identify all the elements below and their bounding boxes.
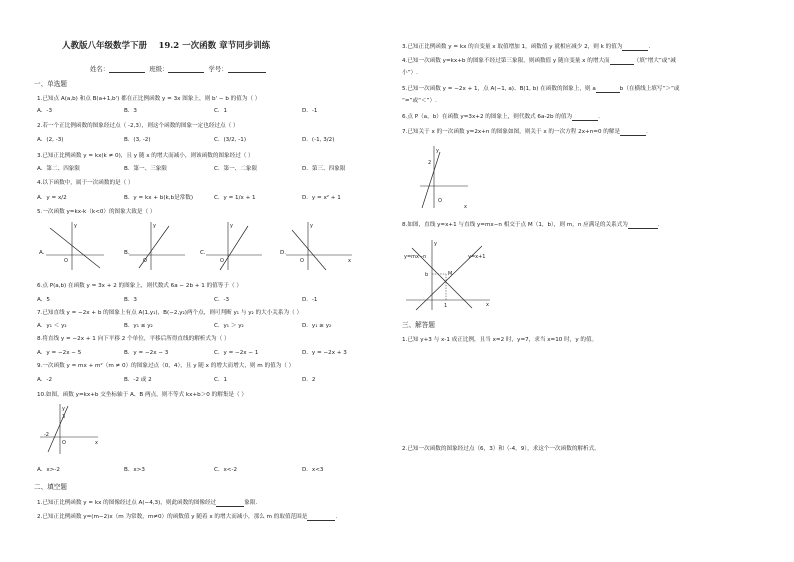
- number-blank[interactable]: [228, 67, 266, 73]
- question-5: 5.一次函数 y=kx-k（k<0）的图象大致是（ ）: [37, 209, 156, 215]
- fill-1-suffix: 象限.: [244, 500, 258, 506]
- fill-question-4-cont: 小”）.: [402, 70, 418, 76]
- class-label: 班级：: [149, 65, 169, 73]
- intercept-a-label: 3: [62, 414, 66, 420]
- q5-option-d[interactable]: D.: [280, 250, 287, 256]
- fill-6-blank[interactable]: [572, 115, 598, 121]
- fill-1-text: 1.已知正比例函数 y = kx 的图像经过点 A(−4,3)，则此函数的图像经过: [37, 500, 217, 506]
- q9-option-b[interactable]: B．-2 或 2: [124, 377, 152, 383]
- question-9: 9.一次函数 y = mx + m²（m ≠ 0）的图象过点（0，4），且 y 随 x 的增大而增大，则 m 的值为（ ）: [37, 363, 295, 369]
- q5-graph-a: [44, 222, 104, 272]
- q9-option-d[interactable]: D．2: [302, 377, 316, 383]
- fill-4-hint: （填“增大”或“减: [633, 58, 676, 64]
- fill-6-text: 6.点 P（a，b）在函数 y=3x+2 的图象上，则代数式 6a-2b 的值为: [402, 114, 573, 120]
- q5-option-c[interactable]: C.: [200, 250, 206, 256]
- axis-y-label: y: [230, 223, 233, 229]
- q4-option-d[interactable]: D．y = x² + 1: [302, 195, 341, 201]
- q6-option-b[interactable]: B．3: [124, 297, 137, 303]
- q8-option-a[interactable]: A．y = −2x − 5: [37, 350, 82, 356]
- axis-x-label: x: [464, 204, 467, 210]
- q9-option-a[interactable]: A．-2: [37, 377, 52, 383]
- origin-label: O: [143, 258, 147, 264]
- q7-option-a[interactable]: A．y₁ ＜ y₂: [37, 323, 67, 329]
- origin-label: O: [438, 198, 442, 204]
- question-7: 7.已知直线 y = −2x + b 的图象上有点 A(1,y₁)，B(−2,y₂)两个点，则可判断 y₁ 与 y₂ 的大小关系为（ ）: [37, 310, 303, 316]
- q10-option-b[interactable]: B．x>3: [124, 467, 145, 473]
- name-blank[interactable]: [109, 67, 145, 73]
- q7-option-d[interactable]: D．y₁ ≥ y₂: [302, 323, 332, 329]
- q8-option-b[interactable]: B．y = −2x − 3: [124, 350, 169, 356]
- q5-graph-c: [206, 222, 266, 272]
- q7-option-b[interactable]: B．y₁ ≤ y₂: [124, 323, 153, 329]
- fill-5-hint: b（在横线上填写“＞”或: [619, 86, 680, 92]
- q1-option-c[interactable]: C．1: [214, 108, 228, 114]
- fill-8-text: 8.如图，直线 y=x+1 与直线 y=mx−n 相交于点 M（1，b），则 m，n 应满足的关系式为: [402, 222, 628, 228]
- q10-option-d[interactable]: D．x<3: [302, 467, 324, 473]
- section-fill-in: 二、填空题: [34, 483, 67, 491]
- q3-option-b[interactable]: B．第一、三象限: [124, 166, 167, 172]
- question-3: 3.已知正比例函数 y = kx(k ≠ 0)，且 y 随 x 的增大而减小，则该函数的图象经过（ ）: [37, 153, 254, 159]
- q2-option-a[interactable]: A．(2, -3): [37, 137, 64, 143]
- fill-question-5-cont: “=”或“＜”）.: [402, 98, 437, 104]
- fill-7-graph: [420, 146, 470, 210]
- solve-question-1: 1.已知 y+3 与 x-1 成正比例，且当 x=2 时，y=7，求当 x=10 时，y 的值。: [402, 337, 598, 343]
- q4-option-c[interactable]: C．y = 1/x + 1: [214, 195, 256, 201]
- axis-x-label: x: [348, 258, 351, 264]
- q8-option-d[interactable]: D．y = −2x + 3: [302, 350, 347, 356]
- axis-y-label: y: [153, 223, 156, 229]
- fill-4-blank[interactable]: [610, 59, 634, 65]
- section-answer: 三、解答题: [402, 321, 435, 329]
- name-label: 姓名：: [90, 65, 110, 73]
- q3-option-a[interactable]: A．第二、四象限: [37, 166, 80, 172]
- q5-option-b[interactable]: B.: [124, 250, 130, 256]
- axis-y-label: y: [74, 223, 77, 229]
- q2-option-c[interactable]: C．(3/2, -1): [214, 137, 247, 143]
- q10-option-c[interactable]: C．x<-2: [214, 467, 238, 473]
- axis-y-label: y: [436, 148, 439, 154]
- section-single-choice: 一、单选题: [34, 80, 67, 88]
- axis-y-label: y: [434, 241, 437, 247]
- q2-option-d[interactable]: D．(-1, 3/2): [302, 137, 335, 143]
- axis-y-label: y: [310, 223, 313, 229]
- q5-graph-d: [286, 222, 356, 272]
- fill-8-graph: [402, 240, 492, 310]
- q6-option-a[interactable]: A．5: [37, 297, 50, 303]
- q1-option-b[interactable]: B．3: [124, 108, 137, 114]
- origin-label: O: [62, 440, 66, 446]
- q1-option-d[interactable]: D．-1: [302, 108, 318, 114]
- axis-x-label: x: [95, 440, 98, 446]
- question-2: 2.若一个正比例函数的图象经过点（ -2,3），则这个函数的图象一定也经过点（ ）: [37, 123, 239, 129]
- question-1: 1.已知点 A(a,b) 和点 B(a+1,b') 都在正比例函数 y = 3x 图象上，则 b' − b 的值为（ ）: [37, 96, 261, 102]
- solve-question-2: 2.已知一次函数的图象经过点（6，3）和（-4，9），求这个一次函数的解析式。: [402, 446, 600, 452]
- origin-label: O: [220, 258, 224, 264]
- fill-8-blank[interactable]: [628, 223, 658, 229]
- student-info-row: [90, 66, 266, 73]
- fill-4-text: 4.已知一次函数 y=kx+b 的图象不经过第三象限，则函数值 y 随自变量 x 的增大而: [402, 58, 610, 64]
- intersection-m-label: M: [448, 271, 453, 277]
- line-x-plus-1-label: y=x+1: [468, 254, 486, 260]
- q7-option-c[interactable]: C．y₁ ＞ y₂: [214, 323, 244, 329]
- q6-option-c[interactable]: C．-3: [214, 297, 230, 303]
- q2-option-b[interactable]: B．(3, -2): [124, 137, 151, 143]
- question-8: 8.将直线 y = −2x + 1 向下平移 2 个单位，平移后所得直线的解析式为（ ）: [37, 336, 230, 342]
- fill-question-4: [402, 58, 676, 65]
- fill-3-blank[interactable]: [622, 45, 648, 51]
- axis-y-label: y: [62, 406, 65, 412]
- axis-x-label: x: [486, 302, 489, 308]
- fill-3-text: 3.已知正比例函数 y = kx 的自变量 x 取值增加 1，函数值 y 就相应减少 2，则 k 的值为: [402, 44, 623, 50]
- question-10: 10.如图，函数 y=kx+b 交坐标轴于 A、B 两点，则不等式 kx+b＞0 的解集是（ ）: [37, 392, 247, 398]
- fill-7-text: 7.已知关于 x 的一次函数 y=2x+n 的图象如图，则关于 x 的一次方程 2x+n=0 的解是: [402, 129, 621, 135]
- fill-question-1: [37, 500, 257, 507]
- q6-option-d[interactable]: D．-1: [302, 297, 318, 303]
- class-blank[interactable]: [168, 67, 204, 73]
- q10-option-a[interactable]: A．x>-2: [37, 467, 60, 473]
- q1-option-a[interactable]: A．-3: [37, 108, 52, 114]
- fill-question-7: 7.已知关于 x 的一次函数 y=2x+n 的图象如图，则关于 x 的一次方程 2x+n=0 的解是 .: [402, 129, 648, 135]
- intercept-b-label: -2: [44, 432, 49, 438]
- b-label: b: [425, 272, 429, 278]
- line-mx-n-label: y=mx−n: [404, 254, 427, 260]
- fill-question-6: 6.点 P（a，b）在函数 y=3x+2 的图象上，则代数式 6a-2b 的值为 .: [402, 114, 600, 120]
- fill-question-3: 3.已知正比例函数 y = kx 的自变量 x 取值增加 1，函数值 y 就相应减少 2，则 k 的值为 .: [402, 44, 651, 50]
- question-4: 4.以下函数中，属于一次函数的是（ ）: [37, 180, 134, 186]
- fill-question-5: [402, 86, 679, 93]
- q4-option-a[interactable]: A．y = x/2: [37, 195, 67, 201]
- fill-5-text: 5.已知一次函数 y = −2x + 1，点 A(−1, a)、B(1, b) 在函数的图象上，则 a: [402, 86, 596, 92]
- q8-option-c[interactable]: C．y = −2x − 1: [214, 350, 259, 356]
- fill-2-text: 2.已知正比例函数 y=(m−2)x（m 为常数，m≠0）的函数值 y 随着 x 的增大而减小，那么 m 的取值范围是: [37, 514, 308, 520]
- q3-option-c[interactable]: C．第一、二象限: [214, 166, 258, 172]
- fill-5-blank[interactable]: [596, 87, 620, 93]
- document-title: 人教版八年级数学下册 19.2 一次函数 章节同步训练: [62, 41, 271, 51]
- fill-2-blank[interactable]: [307, 515, 335, 521]
- q4-option-b[interactable]: B．y = kx + b(k,b是常数): [124, 195, 194, 201]
- fill-7-blank[interactable]: [620, 130, 646, 136]
- q9-option-c[interactable]: C．1: [214, 377, 228, 383]
- fill-question-2: 2.已知正比例函数 y=(m−2)x（m 为常数，m≠0）的函数值 y 随着 x 的增大而减小，那么 m 的取值范围是 .: [37, 514, 338, 520]
- q10-graph: [40, 404, 100, 454]
- one-label: 1: [444, 303, 448, 309]
- fill-question-8: 8.如图，直线 y=x+1 与直线 y=mx−n 相交于点 M（1，b），则 m，n 应满足的关系式为 .: [402, 222, 660, 228]
- number-label: 学号：: [208, 65, 228, 73]
- q5-option-a[interactable]: A.: [39, 250, 45, 256]
- fill-1-blank[interactable]: [216, 501, 244, 507]
- origin-label: O: [64, 258, 68, 264]
- intercept-label: 2: [428, 160, 432, 166]
- origin-label: O: [300, 258, 304, 264]
- question-6: 6.点 P(a,b) 在函数 y = 3x + 2 的图象上，则代数式 6a − 2b + 1 的值等于（ ）: [37, 283, 242, 289]
- q5-graph-b: [129, 222, 189, 272]
- q3-option-d[interactable]: D．第三、四象限: [302, 166, 346, 172]
